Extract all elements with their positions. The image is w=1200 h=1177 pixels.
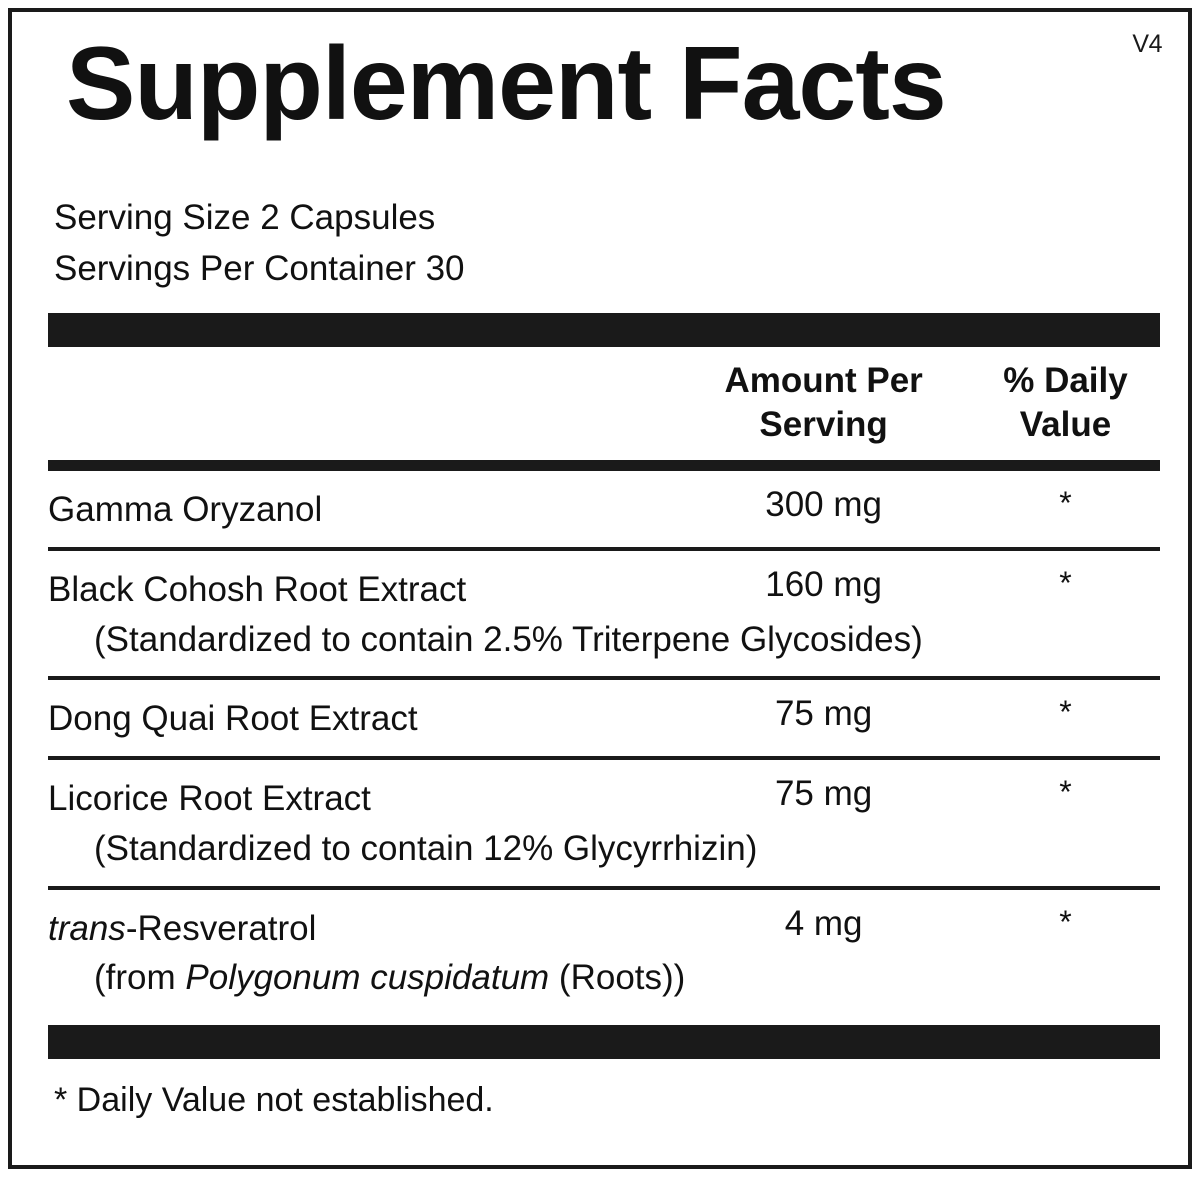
ingredient-subtext	[48, 953, 686, 1003]
header-dv-line1: % Daily	[1003, 360, 1128, 400]
nutrition-table	[48, 347, 1160, 1015]
header-amount-cell	[676, 347, 971, 461]
table-header-row	[48, 347, 1160, 461]
footnote: * Daily Value not established.	[54, 1080, 494, 1119]
serving-info	[54, 192, 1160, 295]
ingredient-amount: 4 mg	[784, 903, 863, 943]
ingredient-amount: 75 mg	[774, 694, 873, 734]
header-dv-cell	[971, 347, 1160, 461]
label-border	[8, 8, 1192, 1169]
ingredient-amount: 160 mg	[765, 565, 882, 605]
subtext-suffix: (Roots))	[549, 958, 686, 998]
ingredient-name: Dong Quai Root Extract	[48, 699, 418, 739]
ingredient-name-text: Licorice Root Extract	[48, 779, 371, 819]
ingredient-amount: 75 mg	[774, 774, 873, 814]
ingredient-subtext: (Standardized to contain 2.5% Triterpene Glycosides)	[94, 619, 923, 659]
ingredient-amount: 300 mg	[765, 485, 882, 525]
ingredient-daily-value: *	[1059, 694, 1072, 731]
label-content	[48, 26, 1160, 1151]
ingredient-name-italic: trans	[48, 908, 126, 948]
ingredient-name	[48, 760, 758, 885]
serving-size: Serving Size 2 Capsules	[54, 198, 436, 237]
version-tag: V4	[1132, 30, 1162, 58]
table-row	[48, 551, 1160, 676]
header-name-cell	[48, 347, 676, 461]
table-row	[48, 890, 1160, 1015]
divider-row	[48, 460, 1160, 471]
ingredient-name-text	[48, 909, 316, 948]
table-row	[48, 680, 1160, 756]
ingredient-daily-value: *	[1059, 565, 1072, 602]
table-row	[48, 760, 1160, 885]
ingredient-name-text: Black Cohosh Root Extract	[48, 570, 467, 610]
header-amount-line2: Serving	[759, 404, 888, 444]
ingredient-daily-value: *	[1059, 903, 1072, 940]
ingredient-name-rest: -Resveratrol	[125, 908, 317, 948]
ingredient-subtext: (Standardized to contain 12% Glycyrrhizin)	[94, 828, 758, 868]
ingredient-name	[48, 890, 686, 1015]
header-amount-line1: Amount Per	[724, 360, 923, 400]
ingredient-daily-value: *	[1059, 485, 1072, 522]
table-row	[48, 471, 1160, 547]
header-dv-line2: Value	[1019, 404, 1112, 444]
ingredient-daily-value: *	[1059, 774, 1072, 811]
ingredient-name: Gamma Oryzanol	[48, 490, 323, 530]
divider-medium	[48, 460, 1160, 471]
servings-per-container: Servings Per Container 30	[54, 249, 465, 289]
page-title: Supplement Facts	[66, 26, 946, 142]
subtext-prefix: (from	[94, 958, 186, 998]
subtext-italic: Polygonum cuspidatum	[185, 958, 550, 998]
divider-thick-bottom	[48, 1025, 1160, 1059]
divider-thick-top	[48, 313, 1160, 347]
